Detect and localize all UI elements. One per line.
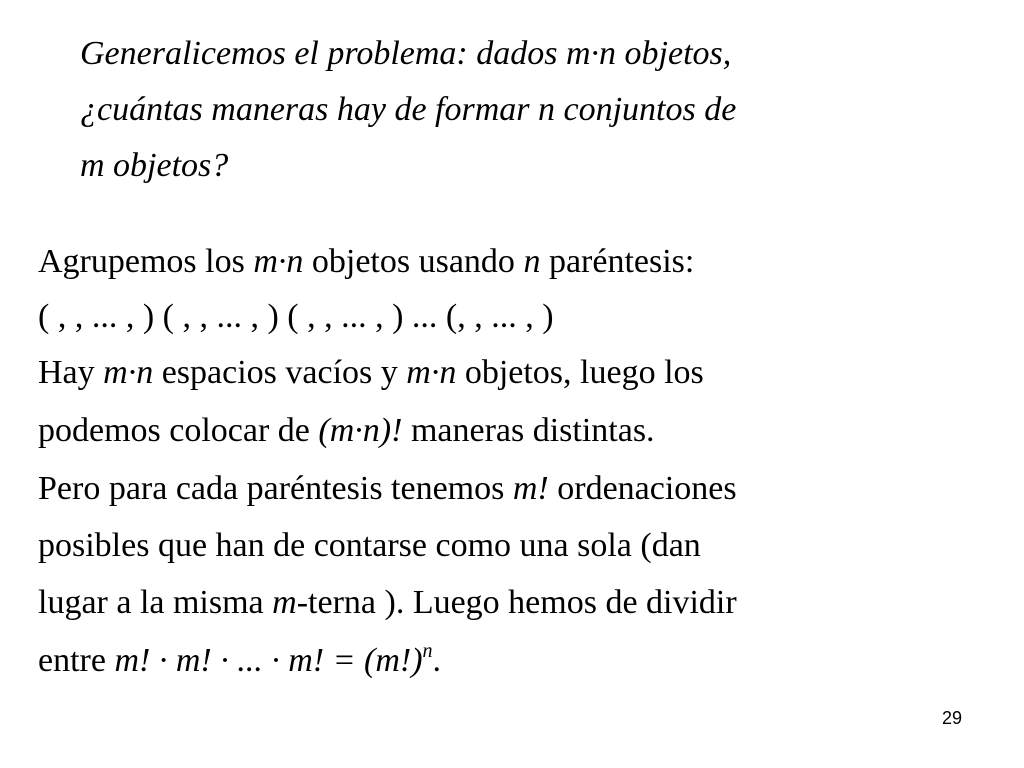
- body-line-6: posibles que han de contarse como una sola (dan: [38, 527, 701, 564]
- text-run: -terna ). Luego hemos de dividir: [296, 584, 737, 621]
- body-line-3: [38, 344, 998, 401]
- math-run: m: [272, 584, 297, 621]
- body-line-4: [38, 401, 998, 460]
- title-line-1: Generalicemos el problema: dados m·n objetos,: [80, 35, 732, 72]
- text-run: objetos, luego los: [456, 354, 704, 391]
- math-run: m!: [512, 470, 549, 507]
- formula: m! · m! · ... · m! = (m!): [114, 642, 423, 679]
- math-run: m·n: [253, 243, 304, 280]
- body-line-5: [38, 460, 998, 517]
- text-run: lugar a la misma: [38, 584, 273, 621]
- text-run: ordenaciones: [548, 470, 737, 507]
- title-line-2: ¿cuántas maneras hay de formar n conjuntos de: [80, 91, 737, 128]
- slide-title: [80, 26, 980, 194]
- text-run: entre: [38, 642, 115, 679]
- text-run: maneras distintas.: [402, 412, 655, 449]
- text-run: .: [432, 642, 442, 679]
- text-run: objetos usando: [303, 243, 524, 280]
- math-run: m·n: [406, 354, 457, 391]
- text-run: podemos colocar de: [38, 412, 319, 449]
- math-run: (m·n)!: [318, 412, 403, 449]
- page-number: 29: [941, 708, 962, 728]
- title-line-3: m objetos?: [80, 147, 229, 184]
- math-run: n: [523, 243, 541, 280]
- body-line-1: [38, 233, 998, 290]
- text-run: paréntesis:: [540, 243, 695, 280]
- text-run: Pero para cada paréntesis tenemos: [38, 470, 513, 507]
- body-line-8: [38, 631, 998, 690]
- slide-body: [38, 233, 998, 690]
- body-line-7: [38, 574, 998, 631]
- text-run: Hay: [38, 354, 104, 391]
- body-line-parentheses: ( , , ... , ) ( , , ... , ) ( , , ... , ) ... (, , ... , ): [38, 298, 554, 335]
- text-run: espacios vacíos y: [153, 354, 407, 391]
- text-run: Agrupemos los: [38, 243, 254, 280]
- math-run: m·n: [103, 354, 154, 391]
- exponent: n: [422, 640, 433, 662]
